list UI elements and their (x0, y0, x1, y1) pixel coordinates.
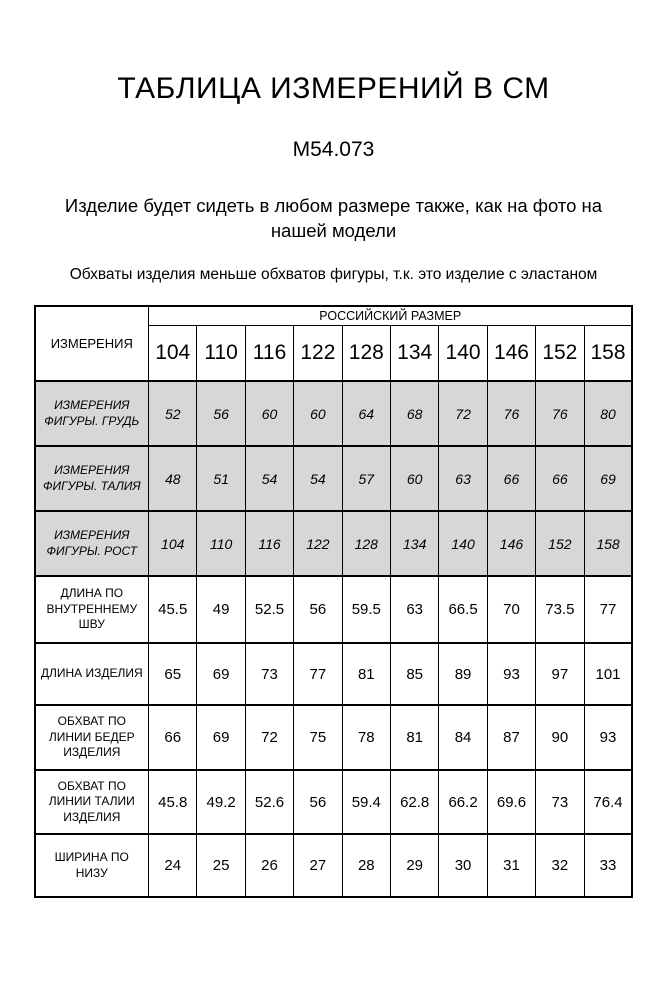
measurement-cell: 62.8 (390, 770, 438, 834)
measurement-cell: 49.2 (197, 770, 245, 834)
size-column-header-146: 146 (487, 325, 535, 381)
measurement-cell: 60 (294, 381, 342, 446)
measurement-cell: 66 (149, 705, 197, 770)
measurement-cell: 29 (390, 834, 438, 897)
size-table-body (35, 381, 633, 897)
measurement-cell: 140 (439, 511, 487, 576)
measurement-cell: 51 (197, 446, 245, 511)
measurement-cell: 25 (197, 834, 245, 897)
measurement-row (35, 511, 633, 576)
measurement-cell: 128 (342, 511, 390, 576)
measurement-cell: 76 (536, 381, 584, 446)
measurement-cell: 152 (536, 511, 584, 576)
size-column-header-116: 116 (245, 325, 293, 381)
measurement-cell: 76 (487, 381, 535, 446)
measurement-cell: 85 (390, 643, 438, 705)
measurement-row (35, 705, 633, 770)
measurement-cell: 54 (245, 446, 293, 511)
measurement-cell: 134 (390, 511, 438, 576)
measurement-row-label: ОБХВАТ ПО ЛИНИИ ТАЛИИ ИЗДЕЛИЯ (35, 770, 149, 834)
measurement-cell: 31 (487, 834, 535, 897)
measurement-cell: 93 (487, 643, 535, 705)
measurement-cell: 158 (584, 511, 632, 576)
measurements-corner-header: ИЗМЕРЕНИЯ (35, 306, 149, 382)
size-column-header-134: 134 (390, 325, 438, 381)
measurement-cell: 66.5 (439, 576, 487, 643)
measurement-cell: 69 (197, 643, 245, 705)
measurement-cell: 49 (197, 576, 245, 643)
size-column-header-158: 158 (584, 325, 632, 381)
size-column-header-152: 152 (536, 325, 584, 381)
measurement-cell: 52.6 (245, 770, 293, 834)
measurement-cell: 60 (390, 446, 438, 511)
measurement-row (35, 643, 633, 705)
measurement-row-label: ОБХВАТ ПО ЛИНИИ БЕДЕР ИЗДЕЛИЯ (35, 705, 149, 770)
measurement-cell: 63 (439, 446, 487, 511)
size-column-header-140: 140 (439, 325, 487, 381)
measurement-cell: 52.5 (245, 576, 293, 643)
measurement-cell: 30 (439, 834, 487, 897)
measurement-cell: 81 (390, 705, 438, 770)
measurement-row (35, 770, 633, 834)
measurement-cell: 80 (584, 381, 632, 446)
measurement-cell: 81 (342, 643, 390, 705)
page-title: ТАБЛИЦА ИЗМЕРЕНИЙ В СМ (117, 72, 550, 105)
measurement-cell: 77 (584, 576, 632, 643)
measurement-cell: 84 (439, 705, 487, 770)
measurement-cell: 64 (342, 381, 390, 446)
measurement-cell: 73 (245, 643, 293, 705)
measurement-cell: 69 (584, 446, 632, 511)
measurement-cell: 110 (197, 511, 245, 576)
measurement-cell: 33 (584, 834, 632, 897)
measurement-cell: 24 (149, 834, 197, 897)
measurement-cell: 77 (294, 643, 342, 705)
measurement-cell: 45.5 (149, 576, 197, 643)
measurement-cell: 56 (294, 576, 342, 643)
measurement-cell: 32 (536, 834, 584, 897)
measurement-cell: 60 (245, 381, 293, 446)
measurement-cell: 73.5 (536, 576, 584, 643)
measurement-cell: 72 (245, 705, 293, 770)
measurement-cell: 104 (149, 511, 197, 576)
measurement-row (35, 576, 633, 643)
measurement-row-label: ДЛИНА ИЗДЕЛИЯ (35, 643, 149, 705)
measurement-cell: 72 (439, 381, 487, 446)
measurement-cell: 76.4 (584, 770, 632, 834)
measurement-cell: 75 (294, 705, 342, 770)
size-column-header-110: 110 (197, 325, 245, 381)
measurement-row-label: ИЗМЕРЕНИЯ ФИГУРЫ. РОСТ (35, 511, 149, 576)
measurement-cell: 97 (536, 643, 584, 705)
measurement-cell: 78 (342, 705, 390, 770)
measurement-row (35, 381, 633, 446)
measurement-cell: 54 (294, 446, 342, 511)
measurement-cell: 90 (536, 705, 584, 770)
measurement-cell: 56 (294, 770, 342, 834)
measurement-row-label: ИЗМЕРЕНИЯ ФИГУРЫ. ТАЛИЯ (35, 446, 149, 511)
elastane-note: Обхваты изделия меньше обхватов фигуры, т.к. это изделие с эластаном (69, 265, 598, 283)
size-column-header-128: 128 (342, 325, 390, 381)
measurement-cell: 27 (294, 834, 342, 897)
measurement-cell: 65 (149, 643, 197, 705)
measurement-cell: 59.5 (342, 576, 390, 643)
measurement-cell: 26 (245, 834, 293, 897)
measurement-cell: 52 (149, 381, 197, 446)
measurement-cell: 57 (342, 446, 390, 511)
size-table-header (35, 306, 633, 382)
measurement-cell: 122 (294, 511, 342, 576)
measurement-row-label: ДЛИНА ПО ВНУТРЕННЕМУ ШВУ (35, 576, 149, 643)
measurement-cell: 93 (584, 705, 632, 770)
measurement-row (35, 834, 633, 897)
measurement-cell: 116 (245, 511, 293, 576)
measurement-row-label: ИЗМЕРЕНИЯ ФИГУРЫ. ГРУДЬ (35, 381, 149, 446)
measurement-cell: 63 (390, 576, 438, 643)
size-table (34, 305, 634, 899)
measurement-row (35, 446, 633, 511)
measurement-cell: 87 (487, 705, 535, 770)
measurement-cell: 69.6 (487, 770, 535, 834)
measurement-row-label: ШИРИНА ПО НИЗУ (35, 834, 149, 897)
size-column-header-122: 122 (294, 325, 342, 381)
measurement-cell: 28 (342, 834, 390, 897)
model-code: М54.073 (292, 138, 375, 161)
measurement-cell: 101 (584, 643, 632, 705)
fit-note: Изделие будет сидеть в любом размере также, как на фото на нашей модели (64, 195, 603, 241)
measurement-cell: 45.8 (149, 770, 197, 834)
measurement-cell: 146 (487, 511, 535, 576)
measurement-cell: 59.4 (342, 770, 390, 834)
measurement-cell: 69 (197, 705, 245, 770)
measurement-cell: 68 (390, 381, 438, 446)
russian-size-group-header: РОССИЙСКИЙ РАЗМЕР (149, 306, 633, 326)
measurement-cell: 66.2 (439, 770, 487, 834)
measurement-cell: 73 (536, 770, 584, 834)
measurement-cell: 89 (439, 643, 487, 705)
size-column-header-104: 104 (149, 325, 197, 381)
measurement-cell: 66 (536, 446, 584, 511)
measurement-cell: 70 (487, 576, 535, 643)
measurement-cell: 66 (487, 446, 535, 511)
header-group-row (35, 306, 633, 326)
measurement-cell: 56 (197, 381, 245, 446)
measurement-cell: 48 (149, 446, 197, 511)
